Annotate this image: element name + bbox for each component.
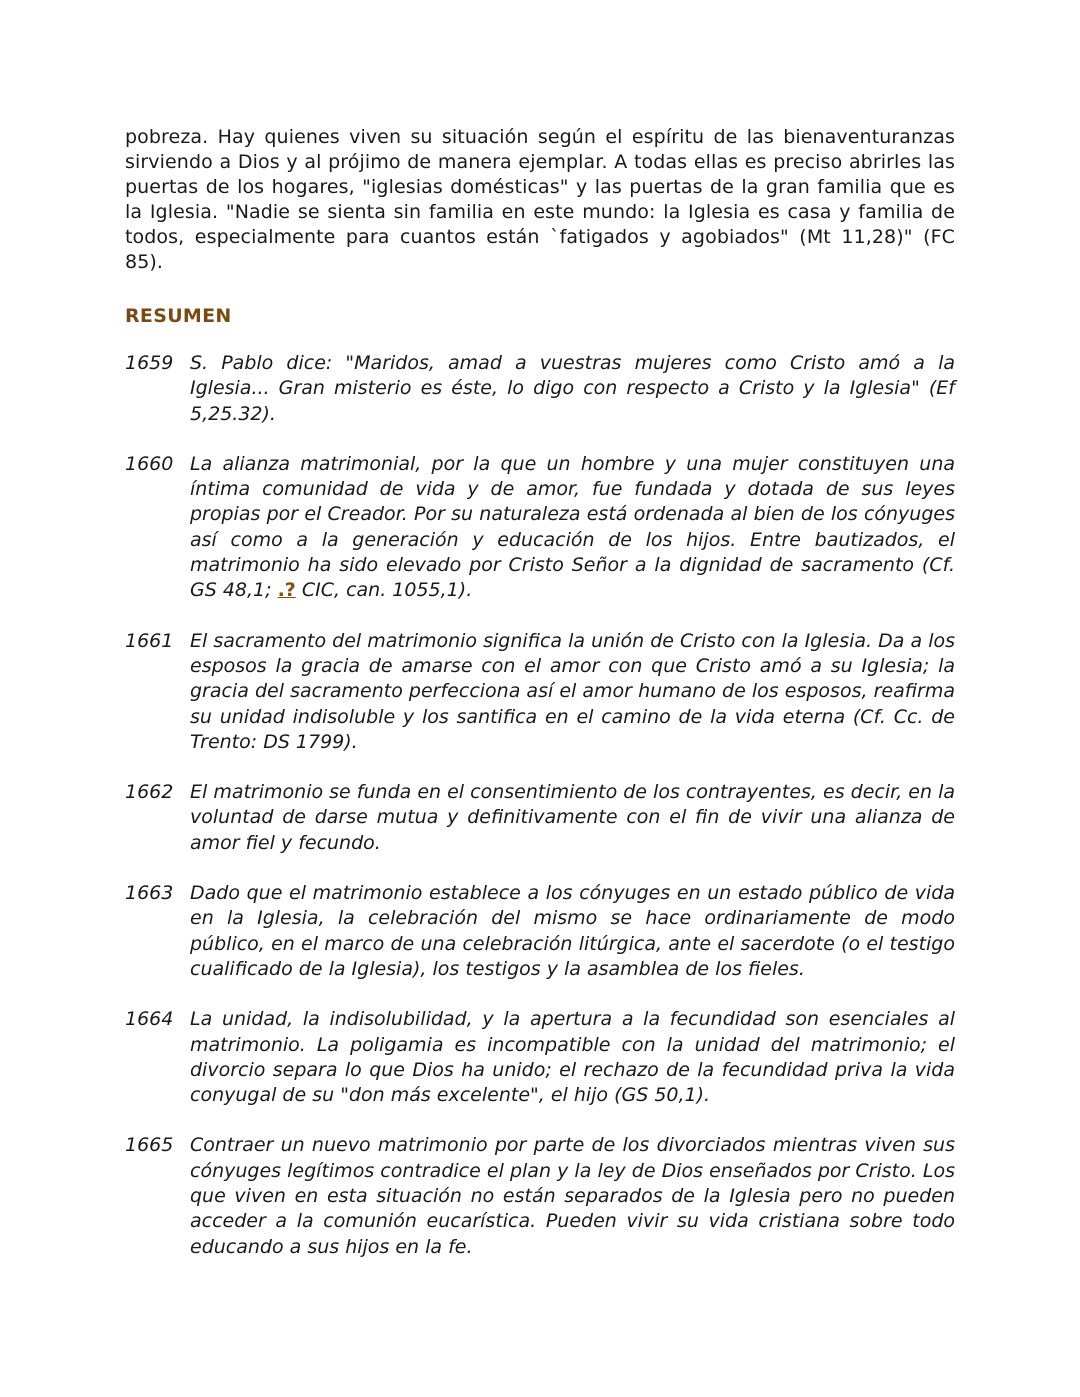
- summary-item: [125, 452, 955, 604]
- summary-item: [125, 351, 955, 427]
- item-number: 1662: [125, 781, 174, 804]
- item-text-part: La alianza matrimonial, por la que un hombre y una mujer constituyen una íntima comunidad de vida y de amor, fue fundada y dotada de sus leyes propias por el Creador. Por su naturaleza está ordenada al bien de los cónyuges así como a la generación y educación de los hijos. Entre bautizados, el matrimonio ha sido elevado por Cristo Señor a la dignidad de sacramento (Cf. GS 48,1;: [190, 452, 955, 602]
- item-number: 1663: [125, 882, 174, 905]
- item-text: S. Pablo dice: "Maridos, amad a vuestras mujeres como Cristo amó a la Iglesia... Gran misterio es éste, lo digo con respecto a Cristo y la Iglesia" (Ef 5,25.32).: [190, 352, 955, 425]
- item-number: 1665: [125, 1134, 174, 1157]
- item-text: Contraer un nuevo matrimonio por parte de los divorciados mientras viven sus cónyuges legítimos contradice el plan y la ley de Dios enseñados por Cristo. Los que viven en esta situación no están separados de la Iglesia pero no pueden acceder a la comunión eucarística. Pueden vivir su vida cristiana sobre todo educando a sus hijos en la fe.: [190, 1134, 955, 1258]
- summary-item: [125, 629, 955, 755]
- summary-item: [125, 780, 955, 856]
- item-text: Dado que el matrimonio establece a los cónyuges en un estado público de vida en la Iglesia, la celebración del mismo se hace ordinariamente de modo público, en el marco de una celebración litúrgica, ante el sacerdote (o el testigo cualificado de la Iglesia), los testigos y la asamblea de los fieles.: [190, 882, 955, 980]
- section-heading: RESUMEN: [125, 305, 232, 327]
- item-number: 1664: [125, 1008, 174, 1031]
- summary-item: [125, 1007, 955, 1108]
- document-page: [125, 125, 955, 1285]
- item-text: El matrimonio se funda en el consentimiento de los contrayentes, es decir, en la voluntad de darse mutua y definitivamente con el fin de vivir una alianza de amor fiel y fecundo.: [190, 781, 955, 854]
- item-number: 1660: [125, 452, 174, 475]
- item-number: 1661: [125, 629, 174, 652]
- intro-paragraph: pobreza. Hay quienes viven su situación según el espíritu de las bienaventuranzas sirviendo a Dios y al prójimo de manera ejemplar. A todas ellas es preciso abrirles las puertas de los hogares, "iglesias domésticas" y las puertas de la gran familia que es la Iglesia. "Nadie se sienta sin familia en este mundo: la Iglesia es casa y familia de todos, especialmente para cuantos están `fatigados y agobiados" (Mt 11,28)" (FC 85).: [125, 126, 955, 273]
- item-text: El sacramento del matrimonio significa la unión de Cristo con la Iglesia. Da a los esposos la gracia de amarse con el amor con que Cristo amó a su Iglesia; la gracia del sacramento perfecciona así el amor humano de los esposos, reafirma su unidad indisoluble y los santifica en el camino de la vida eterna (Cf. Cc. de Trento: DS 1799).: [190, 629, 955, 753]
- item-text-part: CIC, can. 1055,1).: [295, 579, 473, 602]
- item-number: 1659: [125, 352, 174, 374]
- item-text: [190, 452, 955, 604]
- summary-list: [125, 351, 955, 1260]
- missing-reference-link[interactable]: .?: [277, 579, 296, 602]
- summary-item: [125, 1133, 955, 1259]
- summary-item: [125, 881, 955, 982]
- item-text: La unidad, la indisolubilidad, y la apertura a la fecundidad son esenciales al matrimonio. La poligamia es incompatible con la unidad del matrimonio; el divorcio separa lo que Dios ha unido; el rechazo de la fecundidad priva la vida conyugal de su "don más excelente", el hijo (GS 50,1).: [190, 1008, 955, 1107]
